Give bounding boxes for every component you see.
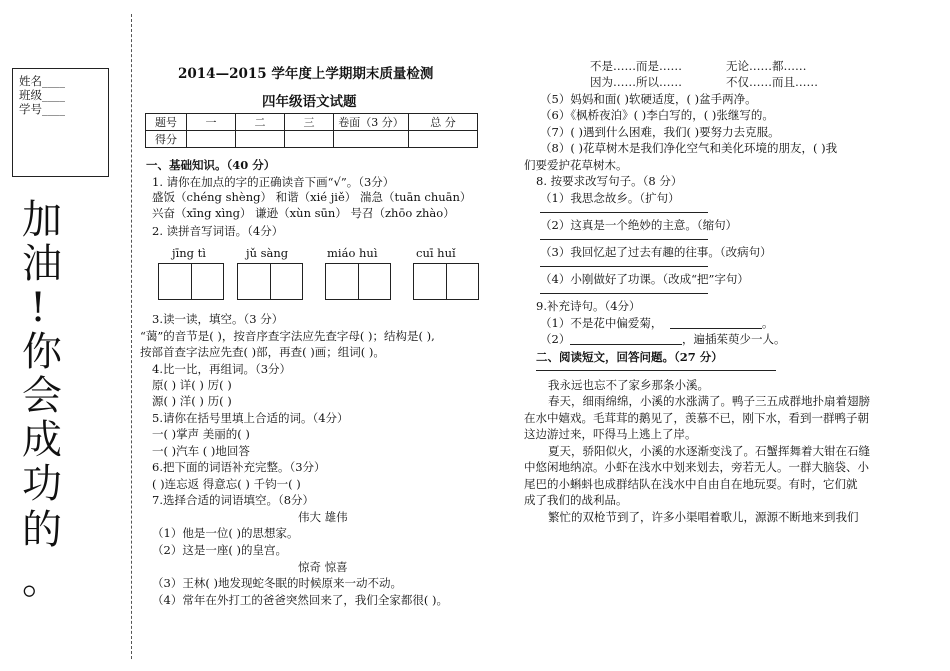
conjunction-option: 不是……而是…… [590,59,682,73]
score-header-cell: 三 [285,114,334,131]
section-reading: 二、阅读短文，回答问题。（27 分） [536,350,723,364]
question-4: 4.比一比，再组词。（3分） [152,362,292,376]
character-grid[interactable] [413,263,479,300]
score-header-cell: 二 [236,114,285,131]
question-1: 1. 请你在加点的字的正确读音下画“√”。（3分） [152,175,395,189]
answer-line[interactable] [670,328,762,329]
question-8-item-4: （4）小刚做好了功课。（改成“把”字句） [540,272,749,286]
pinyin-label: jīng tì [172,246,206,260]
score-cell[interactable] [409,131,478,148]
passage-line: 在水中嬉戏。毛茸茸的鹅见了，羡慕不已，刚下水，看到一群鸭子朝 [524,411,869,425]
cheer-char: ! [30,285,47,331]
cheer-char: 油 [22,241,62,287]
question-4-line-b: 源( ) 洋( ) 历( ) [152,394,232,408]
question-6-line-a: ( )连忘返 得意忘( ) 千钧一( ) [152,477,301,491]
score-label-cell: 得分 [146,131,187,148]
question-9-item-1-end: 。 [762,316,774,330]
student-info-box [12,68,109,177]
question-3-line-a: “蔼”的音节是( )，按音序查字法应先查字母( )；结构是( ), [140,329,435,343]
passage-line: 成了我们的战利品。 [524,493,628,507]
cheer-char: 会 [22,373,62,419]
score-cell[interactable] [285,131,334,148]
answer-line[interactable] [540,239,708,240]
conjunction-option: 因为……所以…… [590,75,682,89]
question-2: 2. 读拼音写词语。（4分） [152,224,284,238]
score-header-cell: 总 分 [409,114,478,131]
name-field[interactable]: 姓名____ [19,74,65,88]
pinyin-label: cuī huǐ [416,246,456,260]
cheer-char: 功 [22,461,62,507]
character-grid[interactable] [158,263,224,300]
question-9-item-2: （2） [540,332,571,346]
question-8-item-1: （1）我思念故乡。（扩句） [540,191,680,205]
passage-line: 繁忙的双枪节到了，许多小渠唱着歌儿，源源不断地来到我们 [548,510,859,524]
answer-line[interactable] [540,293,708,294]
cheer-char: 加 [22,197,62,243]
cheer-char: 成 [22,417,62,463]
passage-line: 夏天，骄阳似火，小溪的水逐渐变浅了。石蟹挥舞着大钳在石缝 [548,444,870,458]
sentence-8-cont: 们要爱护花草树木。 [524,158,628,172]
passage-line: 中悠闲地纳凉。小虾在浅水中划来划去，旁若无人。一群大脑袋、小 [524,460,869,474]
question-7-item-1: （1）他是一位( )的思想家。 [152,526,299,540]
cheer-char: 你 [22,329,62,375]
student-id-field[interactable]: 学号____ [19,102,65,116]
character-grid[interactable] [237,263,303,300]
question-9-item-2-end: ，遍插茱萸少一人。 [682,332,786,346]
conjunction-option: 无论……都…… [726,59,807,73]
passage-line: 春天，细雨绵绵，小溪的水涨满了。鸭子三五成群地扑扇着翅膀 [548,394,870,408]
score-cell[interactable] [187,131,236,148]
answer-line[interactable] [570,344,682,345]
pinyin-label: miáo huì [327,246,378,260]
passage-line: 这边游过来，吓得马上逃上了岸。 [524,427,697,441]
fold-line [131,14,132,659]
word-choices-2: 惊奇 惊喜 [298,560,348,574]
question-6: 6.把下面的词语补充完整。（3分） [152,460,326,474]
conjunction-option: 不仅……而且…… [726,75,818,89]
character-grid[interactable] [325,263,391,300]
cheer-char: 的 [22,507,62,553]
exam-subtitle: 四年级语文试题 [262,94,357,110]
passage-line: 尾巴的小蝌蚪也成群结队在浅水中自由自在地玩耍。有时，它们就 [524,477,858,491]
score-header-cell: 一 [187,114,236,131]
answer-line[interactable] [536,370,776,371]
class-field[interactable]: 班级____ [19,88,65,102]
question-5-line-a: 一( )掌声 美丽的( ) [152,427,250,441]
question-8: 8. 按要求改写句子。（8 分） [536,174,683,188]
sentence-7: （7）( )遇到什么困难，我们( )要努力去克服。 [540,125,780,139]
question-5: 5.请你在括号里填上合适的词。（4分） [152,411,349,425]
sentence-5: （5）妈妈和面( )软硬适度，( )盆手两净。 [540,92,757,106]
question-9-item-1: （1）不是花中偏爱菊， [540,316,663,330]
question-1-line-b: 兴奋（xīng xìng） 谦逊（xùn sūn） 号召（zhōo zhào） [152,206,455,220]
question-7-item-3: （3）王林( )地发现蛇冬眠的时候原来一动不动。 [152,576,402,590]
score-header-cell: 题号 [146,114,187,131]
question-3-line-b: 按部首查字法应先查( )部，再查( )画；组词( )。 [140,345,385,359]
question-8-item-3: （3）我回忆起了过去有趣的往事。（改病句） [540,245,772,259]
question-4-line-a: 原( ) 详( ) 厉( ) [152,378,232,392]
cheer-char: 。 [22,557,62,603]
word-choices-1: 伟大 雄伟 [298,510,348,524]
exam-title: 2014—2015 学年度上学期期末质量检测 [178,66,434,82]
section-basic-knowledge: 一、基础知识。（40 分） [146,158,276,172]
sentence-8: （8）( )花草树木是我们净化空气和美化环境的朋友，( )我 [540,141,838,155]
answer-line[interactable] [540,212,708,213]
question-5-line-b: 一( )汽车 ( )地回答 [152,444,250,458]
question-7-item-4: （4）常年在外打工的爸爸突然回来了，我们全家都很( )。 [152,593,448,607]
question-3: 3.读一读，填空。（3 分） [152,312,284,326]
passage-line: 我永远也忘不了家乡那条小溪。 [548,378,709,392]
score-header-cell: 卷面（3 分） [334,114,409,131]
score-cell[interactable] [236,131,285,148]
answer-line[interactable] [540,266,708,267]
pinyin-label: jǔ sàng [246,246,289,260]
sentence-6: （6）《枫桥夜泊》( )李白写的，( )张继写的。 [540,108,774,122]
score-cell[interactable] [334,131,409,148]
question-7-item-2: （2）这是一座( )的皇宫。 [152,543,287,557]
question-1-line-a: 盛饭（chéng shèng） 和谐（xié jiě） 湍急（tuān chuān） [152,190,472,204]
question-9: 9.补充诗句。（4分） [536,299,641,313]
question-7: 7.选择合适的词语填空。（8分） [152,493,315,507]
question-8-item-2: （2）这真是一个绝妙的主意。（缩句） [540,218,738,232]
score-table [145,113,478,148]
